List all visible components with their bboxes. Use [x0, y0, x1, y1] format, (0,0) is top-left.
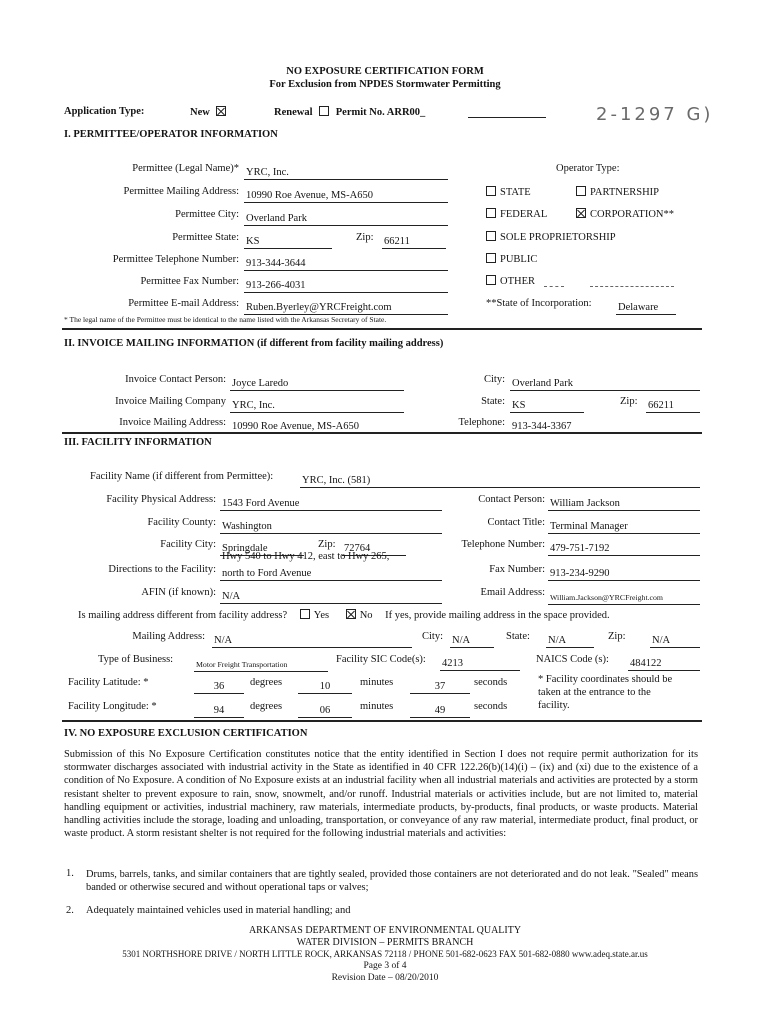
section3-heading: III. FACILITY INFORMATION — [64, 437, 212, 448]
facility-fax-field[interactable]: 913-234-9290 — [548, 568, 700, 581]
facility-county-field[interactable]: Washington — [220, 521, 442, 534]
permittee-zip-label: Zip: — [356, 232, 374, 243]
business-type-label: Type of Business: — [98, 654, 174, 665]
facility-zip-field[interactable]: 72764 — [342, 543, 406, 556]
facility-phone-label: Telephone Number: — [461, 539, 545, 550]
permittee-fax-label: Permittee Fax Number: — [140, 276, 239, 287]
latitude-degrees-label: degrees — [250, 677, 283, 688]
invoice-zip-field[interactable]: 66211 — [646, 400, 700, 413]
contact-title-field[interactable]: Terminal Manager — [548, 521, 700, 534]
footer-agency: ARKANSAS DEPARTMENT OF ENVIRONMENTAL QUALITY — [248, 925, 522, 936]
coord-note-2: taken at the entrance to the — [538, 687, 651, 698]
partnership-label: PARTNERSHIP — [590, 187, 660, 198]
permittee-email-label: Permittee E-mail Address: — [128, 298, 239, 309]
item-2-number: 2. — [66, 905, 74, 916]
state-checkbox[interactable] — [486, 186, 496, 196]
mailing-address-label: Mailing Address: — [132, 631, 205, 642]
longitude-minutes-field[interactable]: 06 — [298, 705, 352, 718]
mailing-question: Is mailing address different from facility address? — [78, 610, 288, 621]
mailing-zip-label: Zip: — [608, 631, 626, 642]
permittee-state-label: Permittee State: — [172, 232, 239, 243]
permit-number-label: Permit No. ARR00 — [335, 107, 421, 118]
facility-name-field[interactable]: YRC, Inc. (581) — [300, 475, 700, 488]
operator-partnership-option[interactable] — [576, 186, 659, 198]
naics-label: NAICS Code (s): — [536, 654, 609, 665]
invoice-company-field[interactable]: YRC, Inc. — [230, 400, 404, 413]
latitude-seconds-label: seconds — [474, 677, 508, 688]
permittee-state-field[interactable]: KS — [244, 236, 332, 249]
latitude-seconds-field[interactable]: 37 — [410, 681, 470, 694]
business-type-field[interactable]: Motor Freight Transportation — [194, 659, 328, 672]
renewal-option[interactable]: Renewal Permit No. ARR00_ — [274, 107, 426, 118]
longitude-degrees-field[interactable]: 94 — [194, 705, 244, 718]
operator-federal-option[interactable] — [486, 208, 547, 220]
mailing-address-field[interactable]: N/A — [212, 635, 412, 648]
mailing-state-label: State: — [506, 631, 530, 642]
invoice-city-label: City: — [483, 374, 505, 385]
facility-city-label: Facility City: — [160, 539, 216, 550]
sic-field[interactable]: 4213 — [440, 658, 520, 671]
invoice-contact-label: Invoice Contact Person: — [125, 374, 226, 385]
mailing-zip-field[interactable]: N/A — [650, 635, 700, 648]
operator-sole-option[interactable] — [486, 231, 616, 243]
invoice-state-label: State: — [481, 396, 505, 407]
application-type-label: Application Type: — [64, 106, 145, 117]
new-label: New — [190, 107, 210, 118]
permittee-zip-field[interactable]: 66211 — [382, 236, 446, 249]
section1-heading: I. PERMITTEE/OPERATOR INFORMATION — [64, 129, 278, 140]
operator-public-option[interactable] — [486, 253, 537, 265]
facility-fax-label: Fax Number: — [489, 564, 545, 575]
divider — [62, 720, 702, 722]
facility-county-label: Facility County: — [147, 517, 216, 528]
renewal-label: Renewal — [274, 107, 313, 118]
longitude-label: Facility Longitude: * — [68, 701, 157, 712]
corporation-label: CORPORATION** — [590, 209, 675, 220]
incorporation-field[interactable]: Delaware — [616, 302, 676, 315]
latitude-degrees-field[interactable]: 36 — [194, 681, 244, 694]
item-2-text: Adequately maintained vehicles used in material handling; and — [86, 905, 351, 916]
operator-other-option[interactable] — [486, 275, 535, 287]
facility-email-label: Email Address: — [480, 587, 545, 598]
handwritten-number: 2-1297 G) — [596, 104, 714, 125]
mailing-note: If yes, provide mailing address in the space provided. — [385, 610, 610, 621]
afin-label: AFIN (if known): — [141, 587, 216, 598]
certification-paragraph: Submission of this No Exposure Certification constitutes notice that the entity identified in Section I does not require permit authorization for its stormwater discharges associated with industrial activity in the State as identified in 40 CFR 122.26(b)(14)(i) – (ix) and (xi) due to the existence of a condition of No Exposure. A condition of No Exposure exists at an industrial facility when all industrial materials and activities are protected by a storm resistant shelter to prevent exposure to rain, snow, snowmelt, and/or runoff. Industrial materials or activities include, but are not limited to, material handling equipment or activities, industrial machinery, raw materials, intermediate products, by-products, final products, or waste products. Material handling activities include the storage, loading and unloading, transportation, or conveyance of any raw material, intermediate product, final product, or waste product. A storm resistant shelter is not required for the following industrial materials and activities: — [64, 749, 698, 840]
contact-title-label: Contact Title: — [487, 517, 545, 528]
permittee-city-field[interactable]: Overland Park — [244, 213, 448, 226]
directions-label: Directions to the Facility: — [108, 564, 216, 575]
permittee-name-label: Permittee (Legal Name)* — [132, 163, 239, 174]
coord-note-1: * Facility coordinates should be — [538, 674, 673, 685]
latitude-minutes-label: minutes — [360, 677, 394, 688]
partnership-checkbox[interactable] — [576, 186, 586, 196]
operator-type-label: Operator Type: — [556, 163, 620, 174]
facility-address-field[interactable]: 1543 Ford Avenue — [220, 498, 442, 511]
item-1-text: Drums, barrels, tanks, and similar containers that are tightly sealed, provided those containers are not deteriorated and do not leak. "Sealed" means banded or otherwise secured and without operational taps or valves; — [86, 869, 698, 894]
footer-address: 5301 NORTHSHORE DRIVE / NORTH LITTLE ROCK, ARKANSAS 72118 / PHONE 501-682-0623 FAX 501-682-0880 www.adeq.state.ar.us — [122, 949, 648, 959]
facility-city-field[interactable]: Springdale — [220, 543, 304, 556]
invoice-zip-label: Zip: — [620, 396, 638, 407]
afin-field[interactable]: N/A — [220, 591, 442, 604]
renewal-checkbox[interactable] — [319, 106, 329, 116]
sole-proprietorship-label: SOLE PROPRIETORSHIP — [500, 232, 616, 243]
footer-page: Page 3 of 4 — [363, 961, 407, 971]
directions-field[interactable]: north to Ford Avenue — [220, 568, 442, 581]
mailing-no-checkbox[interactable] — [346, 609, 356, 619]
corporation-checkbox[interactable] — [576, 208, 586, 218]
mailing-state-field[interactable]: N/A — [546, 635, 594, 648]
latitude-label: Facility Latitude: * — [68, 677, 149, 688]
item-1-number: 1. — [66, 868, 74, 879]
form-subtitle: For Exclusion from NPDES Stormwater Permitting — [269, 79, 501, 90]
facility-zip-label: Zip: — [318, 539, 336, 550]
facility-email-field[interactable]: William.Jackson@YRCFreight.com — [548, 592, 700, 605]
operator-corporation-option[interactable] — [576, 208, 674, 220]
permittee-address-field[interactable]: 10990 Roe Avenue, MS-A650 — [244, 190, 448, 203]
other-checkbox[interactable] — [486, 275, 496, 285]
no-label: No — [359, 610, 373, 621]
operator-state-option[interactable] — [486, 186, 531, 198]
naics-field[interactable]: 484122 — [628, 658, 700, 671]
sole-proprietorship-checkbox[interactable] — [486, 231, 496, 241]
facility-name-label: Facility Name (if different from Permittee): — [90, 471, 274, 482]
public-checkbox[interactable] — [486, 253, 496, 263]
longitude-degrees-label: degrees — [250, 701, 283, 712]
section4-heading: IV. NO EXPOSURE EXCLUSION CERTIFICATION — [64, 728, 308, 739]
federal-checkbox[interactable] — [486, 208, 496, 218]
invoice-phone-field[interactable]: 913-344-3367 — [510, 421, 700, 434]
coord-note-3: facility. — [538, 700, 570, 711]
public-label: PUBLIC — [500, 254, 538, 265]
federal-label: FEDERAL — [500, 209, 548, 220]
mailing-yes-checkbox[interactable] — [300, 609, 310, 619]
legal-name-footnote: * The legal name of the Permittee must be identical to the name listed with the Arkansas Secretary of State. — [64, 315, 387, 324]
invoice-state-field[interactable]: KS — [510, 400, 584, 413]
contact-person-label: Contact Person: — [478, 494, 545, 505]
other-label: OTHER — [500, 276, 535, 287]
sic-label: Facility SIC Code(s): — [336, 654, 426, 665]
invoice-phone-label: Telephone: — [458, 417, 505, 428]
state-label: STATE — [500, 187, 531, 198]
permit-number-line — [468, 117, 546, 118]
latitude-minutes-field[interactable]: 10 — [298, 681, 352, 694]
footer-revision: Revision Date – 08/20/2010 — [331, 973, 439, 983]
facility-phone-field[interactable]: 479-751-7192 — [548, 543, 700, 556]
permittee-phone-field[interactable]: 913-344-3644 — [244, 258, 448, 271]
invoice-address-label: Invoice Mailing Address: — [119, 417, 226, 428]
new-checkbox[interactable] — [216, 106, 226, 116]
permittee-email-field[interactable]: Ruben.Byerley@YRCFreight.com — [244, 302, 448, 315]
mailing-city-label: City: — [422, 631, 444, 642]
divider — [62, 328, 702, 330]
other-line-2 — [590, 286, 674, 287]
longitude-seconds-field[interactable]: 49 — [410, 705, 470, 718]
contact-person-field[interactable]: William Jackson — [548, 498, 700, 511]
permittee-name-field[interactable]: YRC, Inc. — [244, 167, 448, 180]
permittee-address-label: Permittee Mailing Address: — [123, 186, 239, 197]
directions-line1: Hwy 540 to Hwy 412, east to Hwy 265, — [222, 551, 390, 562]
invoice-city-field[interactable]: Overland Park — [510, 378, 700, 391]
invoice-address-field[interactable]: 10990 Roe Avenue, MS-A650 — [230, 421, 404, 434]
mailing-question-row — [78, 609, 610, 621]
invoice-company-label: Invoice Mailing Company — [115, 396, 226, 407]
yes-label: Yes — [313, 610, 330, 621]
invoice-contact-field[interactable]: Joyce Laredo — [230, 378, 404, 391]
mailing-city-field[interactable]: N/A — [450, 635, 494, 648]
other-line-1 — [544, 286, 564, 287]
new-option[interactable] — [190, 106, 230, 118]
incorporation-label: **State of Incorporation: — [486, 298, 592, 309]
footer-division: WATER DIVISION – PERMITS BRANCH — [296, 937, 474, 948]
section2-heading: II. INVOICE MAILING INFORMATION (if different from facility mailing address) — [64, 338, 444, 349]
form-title: NO EXPOSURE CERTIFICATION FORM — [286, 66, 484, 77]
longitude-minutes-label: minutes — [360, 701, 394, 712]
facility-address-label: Facility Physical Address: — [106, 494, 216, 505]
permittee-phone-label: Permittee Telephone Number: — [112, 254, 239, 265]
longitude-seconds-label: seconds — [474, 701, 508, 712]
permittee-fax-field[interactable]: 913-266-4031 — [244, 280, 448, 293]
divider — [62, 432, 702, 434]
permittee-city-label: Permittee City: — [175, 209, 239, 220]
